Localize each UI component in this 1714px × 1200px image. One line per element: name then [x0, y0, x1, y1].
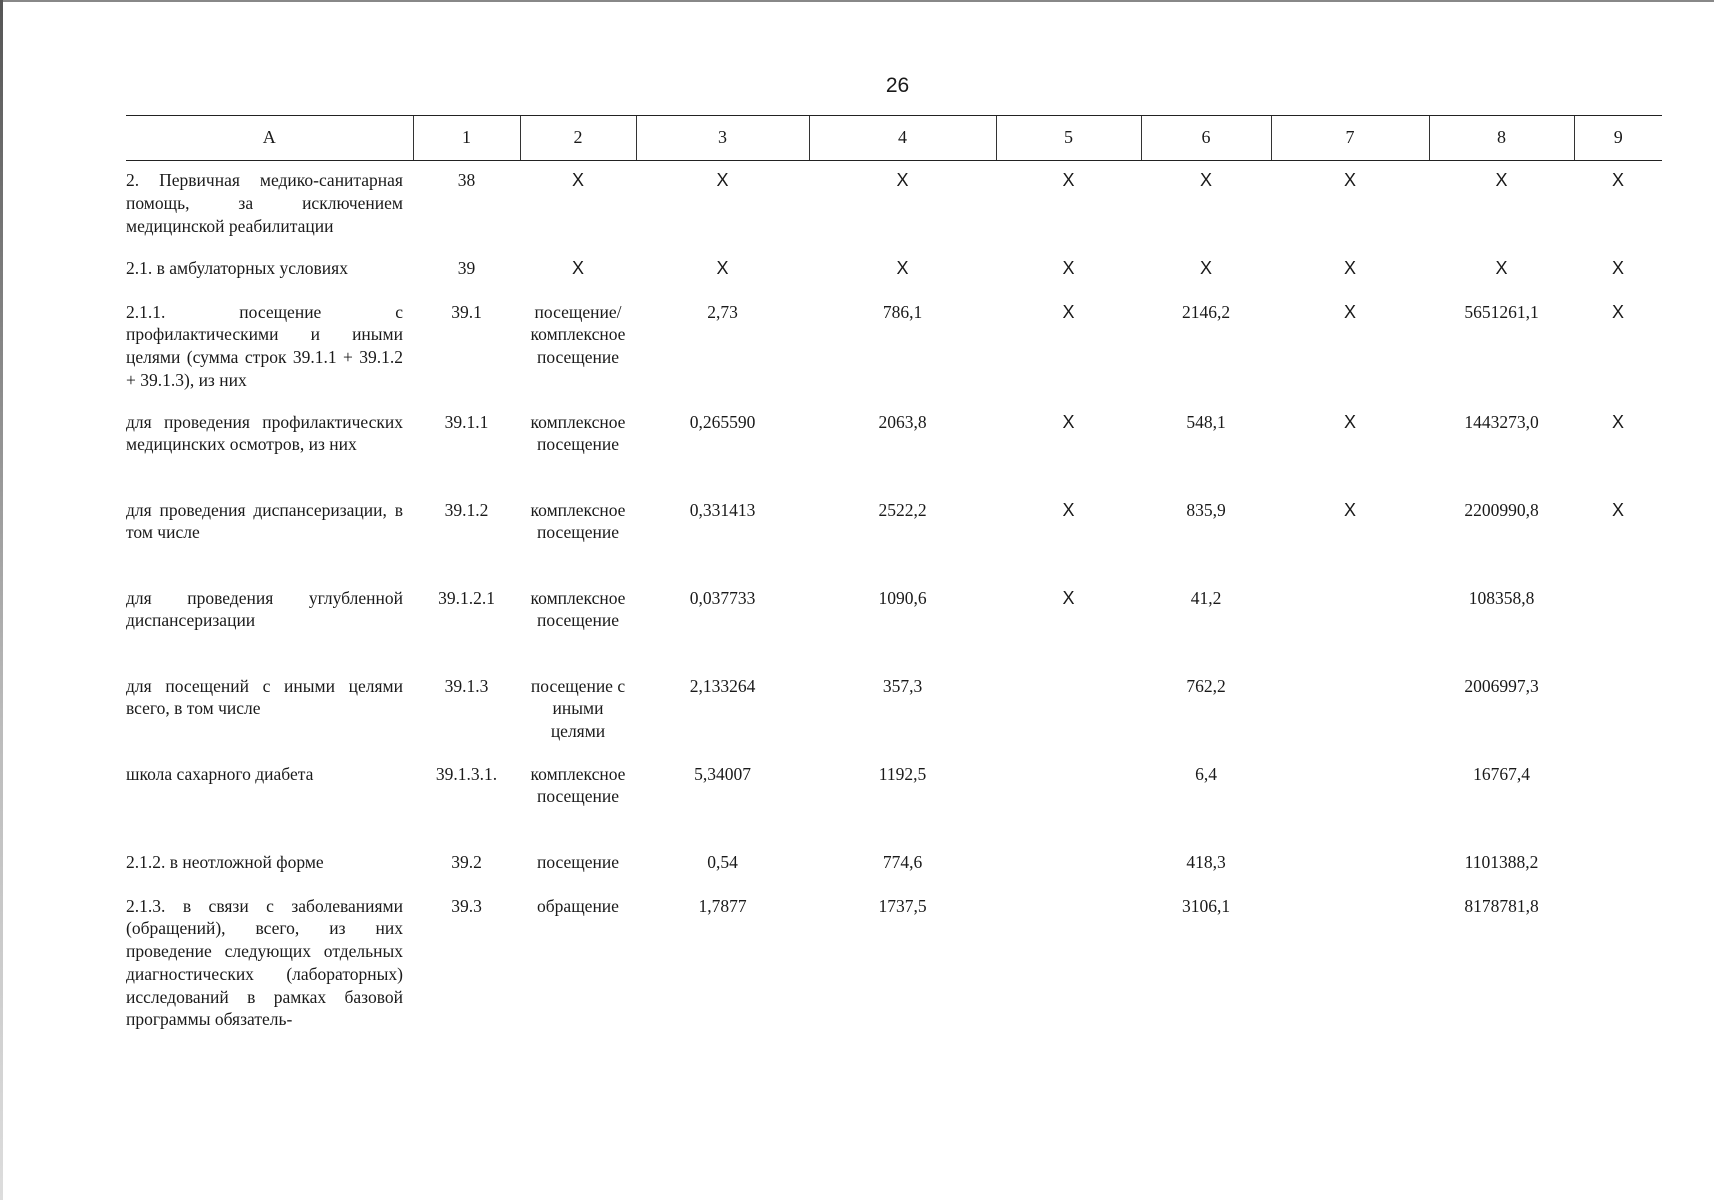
row-value-3: X: [716, 170, 729, 190]
row-value-5: X: [1062, 499, 1075, 520]
row-code: 39: [457, 257, 476, 278]
row-value-8: 5651261,1: [1464, 301, 1539, 322]
row-value-9: [1574, 843, 1662, 887]
row-code: 39.1: [451, 301, 482, 322]
row-value-8: 1443273,0: [1464, 411, 1539, 432]
table-row: [126, 667, 1662, 755]
row-value-6: 6,4: [1195, 763, 1217, 784]
row-value-3: 2,133264: [689, 675, 756, 696]
row-value-4: 1090,6: [878, 587, 927, 608]
table-row: [126, 161, 1662, 249]
row-value-3: 0,265590: [689, 411, 756, 432]
column-header-3: 3: [636, 116, 809, 161]
row-name: для проведения профилактических медицинских осмотров, из них: [126, 411, 403, 455]
page-number: 26: [885, 74, 910, 97]
column-header-9: 9: [1574, 116, 1662, 161]
row-value-4: 2063,8: [878, 411, 927, 432]
row-value-3: 0,331413: [689, 499, 756, 520]
row-value-9: [1574, 887, 1662, 1037]
row-value-9: X: [1611, 170, 1624, 190]
row-value-8: 2200990,8: [1464, 499, 1539, 520]
row-code: 39.1.3: [444, 675, 489, 696]
row-value-9: [1574, 579, 1662, 667]
column-header-0: А: [126, 116, 413, 161]
row-value-5: [996, 887, 1141, 1037]
row-value-3: X: [716, 257, 729, 278]
column-header-4: 4: [809, 116, 996, 161]
row-value-6: 418,3: [1186, 851, 1226, 872]
row-code: 39.1.2: [444, 499, 489, 520]
row-value-6: X: [1199, 170, 1212, 190]
table-row: [126, 491, 1662, 579]
table-row: [126, 403, 1662, 491]
row-value-4: X: [896, 170, 909, 190]
row-value-6: 3106,1: [1181, 895, 1231, 916]
scan-edge-left: [0, 0, 3, 1200]
row-value-6: X: [1199, 257, 1212, 278]
row-unit: комплексное посещение: [530, 411, 626, 455]
row-value-6: 762,2: [1186, 675, 1226, 696]
row-name: 2.1.3. в связи с заболеваниями (обращений), всего, из них проведение следующих отдельных диагностических (лабораторных) исследований в рамках базовой программы обязатель-: [126, 895, 403, 1030]
row-name: для проведения диспансеризации, в том числе: [126, 499, 403, 543]
table-row: [126, 755, 1662, 843]
row-unit: посещение с иными целями: [530, 675, 626, 741]
row-unit: обращение: [537, 895, 619, 916]
row-value-7: [1271, 843, 1429, 887]
row-code: 39.2: [451, 851, 482, 872]
table-row: [126, 843, 1662, 887]
row-value-8: 1101388,2: [1464, 851, 1539, 872]
row-unit: X: [571, 170, 584, 190]
row-value-5: X: [1062, 257, 1075, 278]
row-unit: посещение: [536, 851, 620, 872]
row-value-7: [1271, 755, 1429, 843]
row-value-7: X: [1343, 411, 1356, 432]
row-value-7: [1271, 667, 1429, 755]
row-name: 2.1. в амбулаторных условиях: [126, 257, 348, 278]
column-header-8: 8: [1429, 116, 1574, 161]
row-name: школа сахарного диабета: [126, 763, 314, 784]
row-value-9: X: [1611, 411, 1624, 432]
row-value-8: 8178781,8: [1464, 895, 1539, 916]
table-row: [126, 887, 1662, 1037]
row-value-8: 16767,4: [1473, 763, 1530, 784]
row-value-8: X: [1495, 170, 1508, 190]
row-value-5: X: [1062, 411, 1075, 432]
row-value-5: [996, 667, 1141, 755]
row-value-3: 1,7877: [698, 895, 747, 916]
row-value-4: 1737,5: [878, 895, 927, 916]
row-value-9: [1574, 755, 1662, 843]
header-row: [126, 116, 1662, 161]
row-value-4: 774,6: [882, 851, 923, 872]
table-row: [126, 579, 1662, 667]
row-name: 2. Первичная медико-санитарная помощь, за исключением медицинской реабилитации: [126, 170, 403, 236]
table-body: [126, 161, 1662, 1037]
row-value-8: 2006997,3: [1464, 675, 1539, 696]
row-value-4: 357,3: [882, 675, 923, 696]
row-value-9: X: [1611, 499, 1624, 520]
row-value-9: X: [1611, 257, 1624, 278]
column-header-1: 1: [413, 116, 520, 161]
row-value-7: X: [1343, 257, 1356, 278]
row-value-7: X: [1343, 301, 1356, 322]
row-code: 39.1.3.1.: [435, 763, 498, 784]
row-value-8: 108358,8: [1468, 587, 1535, 608]
row-unit: комплексное посещение: [530, 587, 626, 631]
row-value-7: X: [1343, 170, 1356, 190]
table-header: [126, 116, 1662, 161]
row-value-6: 2146,2: [1181, 301, 1231, 322]
column-header-6: 6: [1141, 116, 1271, 161]
row-unit: посещение/ комплексное посещение: [530, 301, 626, 367]
row-value-5: X: [1062, 587, 1075, 608]
table-row: [126, 293, 1662, 403]
column-header-5: 5: [996, 116, 1141, 161]
row-value-5: X: [1062, 170, 1075, 190]
row-value-3: 5,34007: [694, 763, 751, 784]
row-value-3: 0,54: [707, 851, 738, 872]
row-code: 39.1.2.1: [438, 587, 495, 608]
table-row: [126, 249, 1662, 293]
row-value-4: 786,1: [882, 301, 923, 322]
column-header-7: 7: [1271, 116, 1429, 161]
row-value-6: 548,1: [1186, 411, 1226, 432]
row-unit: X: [571, 257, 584, 278]
row-value-4: 2522,2: [878, 499, 927, 520]
row-value-6: 835,9: [1186, 499, 1226, 520]
row-value-7: X: [1343, 499, 1356, 520]
row-code: 39.1.1: [444, 411, 489, 432]
data-table: [126, 115, 1662, 1037]
row-unit: комплексное посещение: [530, 499, 626, 543]
row-value-6: 41,2: [1190, 587, 1222, 608]
row-name: для посещений с иными целями всего, в том числе: [126, 675, 403, 719]
row-value-5: [996, 755, 1141, 843]
column-header-2: 2: [520, 116, 636, 161]
row-name: 2.1.1. посещение с профилактическими и иными целями (сумма строк 39.1.1 + 39.1.2 + 39.1.3), из них: [126, 301, 403, 390]
row-value-3: 2,73: [707, 301, 738, 322]
row-value-5: [996, 843, 1141, 887]
row-value-9: X: [1611, 301, 1624, 322]
row-value-9: [1574, 667, 1662, 755]
row-unit: комплексное посещение: [530, 763, 626, 807]
row-name: 2.1.2. в неотложной форме: [126, 851, 324, 872]
row-value-5: X: [1062, 301, 1075, 322]
row-value-7: [1271, 579, 1429, 667]
row-value-7: [1271, 887, 1429, 1037]
row-name: для проведения углубленной диспансеризации: [126, 587, 403, 631]
row-code: 38: [457, 170, 476, 190]
row-value-4: 1192,5: [878, 763, 927, 784]
row-value-8: X: [1495, 257, 1508, 278]
row-value-4: X: [896, 257, 909, 278]
row-value-3: 0,037733: [689, 587, 756, 608]
row-code: 39.3: [451, 895, 482, 916]
scan-edge-top: [0, 0, 1714, 2]
